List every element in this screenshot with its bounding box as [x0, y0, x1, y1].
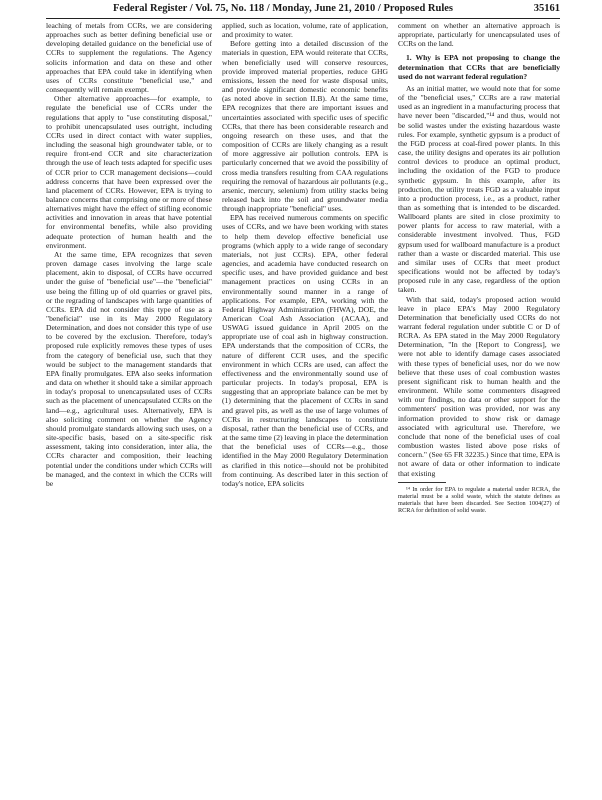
paragraph: At the same time, EPA recognizes that seven proven damage cases involving the large scale placement, akin to disposal, of CCRs have occurred under the guise of "beneficial use"—the "beneficial" use being the filling up of old quarries or gravel pits, or the regrading of landscapes with large quantities of CCRs. EPA did not consider this type of use as a "beneficial" use in its May 2000 Regulatory Determination, and does not consider this type of use to be covered by the exclusion. Therefore, today's proposed rule explicitly removes these types of uses from the category of beneficial use, such that they would be subject to the management standards that EPA finally promulgates. EPA also seeks information and data on whether it should take a similar approach in today's proposal to unencapsulated uses of CCRs such as the placement of unencapsulated CCRs on the land—e.g., agricultural uses. Alternatively, EPA is also soliciting comment on whether the Agency should promulgate standards allowing such uses, on a site-specific basis, based on a site-specific risk assessment, taking into consideration, inter alia, the CCRs character and composition, their leaching potential under the conditions under which CCRs will be managed, and the context in which the CCRs will be [46, 249, 212, 488]
column-middle [222, 21, 388, 488]
section-question-heading: 1. Why is EPA not proposing to change the determination that CCRs that are beneficially used do not warrant federal regulation? [398, 53, 560, 81]
column-right [398, 21, 560, 514]
page-number: 35161 [533, 3, 560, 14]
paragraph: applied, such as location, volume, rate of application, and proximity to water. [222, 21, 388, 40]
paragraph: With that said, today's proposed action would leave in place EPA's May 2000 Regulatory Determination that beneficially used CCRs do not warrant federal regulation under subtitle C or D of RCRA. As EPA stated in the May 2000 Regulatory Determination, "In the [Report to Congress], we were not able to identify damage cases associated with these types of beneficial uses, nor do we now believe that these uses of coal combustion wastes present significant risk to human health and the environment. While some commenters disagreed with our findings, no data or other support for the commenters' position was provided, nor was any information provided to show risk or damage associated with agricultural use. Therefore, we conclude that none of the beneficial uses of coal combustion wastes listed above pose risks of concern." (See 65 FR 32235.) Since that time, EPA is not aware of data or other information to indicate that existing [398, 294, 560, 478]
paragraph: Other alternative approaches—for example, to regulate the beneficial use of CCRs under the regulations that apply to "use constituting disposal," to prohibit unencapsulated uses outright, including CCRs used in direct contact with water supplies, including the seasonal high groundwater table, or to require front-end CCR and site characterization through the use of leach tests adapted for specific uses of CCR prior to CCR management decisions—could address concerns that have been expressed over the land placement of CCRs. However, EPA is trying to balance concerns that comprising one or more of these alternatives might have the effect of stifling economic activities and innovation in areas that have potential for environmental benefits, while also providing adequate protection of human health and the environment. [46, 94, 212, 250]
column-left [46, 21, 212, 488]
paragraph: leaching of metals from CCRs, we are considering approaches such as better defining beneficial use or developing detailed guidance on the beneficial use of CCRs to supplement the regulations. The Agency solicits information and data on these and other approaches that EPA could take in identifying when uses of CCRs constitute "beneficial use," and consequently will remain exempt. [46, 21, 212, 95]
running-title: Federal Register / Vol. 75, No. 118 / Monday, June 21, 2010 / Proposed Rules [113, 3, 453, 14]
paragraph: Before getting into a detailed discussion of the materials in question, EPA would reiterate that CCRs, when beneficially used will conserve resources, provide improved material properties, reduce GHG emissions, lessen the need for waste disposal units, and provide significant domestic economic benefits (as noted above in section II.B). At the same time, EPA recognizes that there are important issues and uncertainties associated with specific uses of specific CCRs, that there has been considerable research and ongoing research on these uses, and that the composition of CCRs are likely changing as a result of more aggressive air pollution controls. EPA is particularly concerned that we avoid the possibility of cross media transfers resulting from CAA regulations requiring the removal of hazardous air pollutants (e.g., arsenic, mercury, selenium) from utility stacks being released back into the soil and groundwater media through inappropriate "beneficial" uses. [222, 39, 388, 214]
paragraph: As an initial matter, we would note that for some of the "beneficial uses," CCRs are a raw material used as an ingredient in a manufacturing process that have never been "discarded,"¹⁴ and thus, would not be solid wastes under the existing hazardous waste rules. For example, synthetic gypsum is a product of the FGD process at coal-fired power plants. In this case, the utility designs and operates its air pollution control devices to produce an optimal product, including the oxidation of the FGD to produce synthetic gypsum. In this example, after its production, the utility treats FGD as a valuable input into a production process, i.e., as a product, rather than as something that is intended to be discarded. Wallboard plants are sited in close proximity to power plants for access to raw material, with a considerable investment involved. Thus, FGD gypsum used for wallboard manufacture is a product rather than a waste or discarded material. This use and similar uses of CCRs that meet product specifications would not be affected by today's proposed rule in any case, regardless of the option taken. [398, 83, 560, 295]
page-header [46, 3, 560, 17]
footnote-rule [398, 482, 446, 483]
paragraph: comment on whether an alternative approach is appropriate, particularly for unencapsulated uses of CCRs on the land. [398, 21, 560, 49]
paragraph: EPA has received numerous comments on specific uses of CCRs, and we have been working with states to help them develop effective beneficial use programs (which apply to a wide range of secondary materials, not just CCRs). EPA, other federal agencies, and academia have conducted research on specific uses, and have provided guidance and best management practices on using CCRs in an environmentally sound manner in a range of applications. For example, EPA, working with the Federal Highway Administration (FHWA), DOE, the American Coal Ash Association (ACAA), and USWAG issued guidance in April 2005 on the appropriate use of coal ash in highway construction. EPA understands that the composition of CCRs, the nature of different CCR uses, and the specific environment in which CCRs are used, can affect the effectiveness and the environmentally sound use of particular projects. In today's proposal, EPA is suggesting that an appropriate balance can be met by (1) determining that the placement of CCRs in sand and gravel pits, as well as the use of large volumes of CCRs in restructuring landscapes to constitute disposal, rather than the beneficial use of CCRs, and at the same time (2) leaving in place the determination that the beneficial uses of CCRs—e.g., those identified in the May 2000 Regulatory Determination as clarified in this notice—should not be prohibited from continuing. As described later in this section of today's notice, EPA solicits [222, 213, 388, 488]
footnote: ¹⁴ In order for EPA to regulate a material under RCRA, the material must be a solid waste, which the statute defines as materials that have been discarded. See Section 1004(27) of RCRA for definition of solid waste. [398, 485, 560, 515]
header-rule [46, 18, 560, 19]
